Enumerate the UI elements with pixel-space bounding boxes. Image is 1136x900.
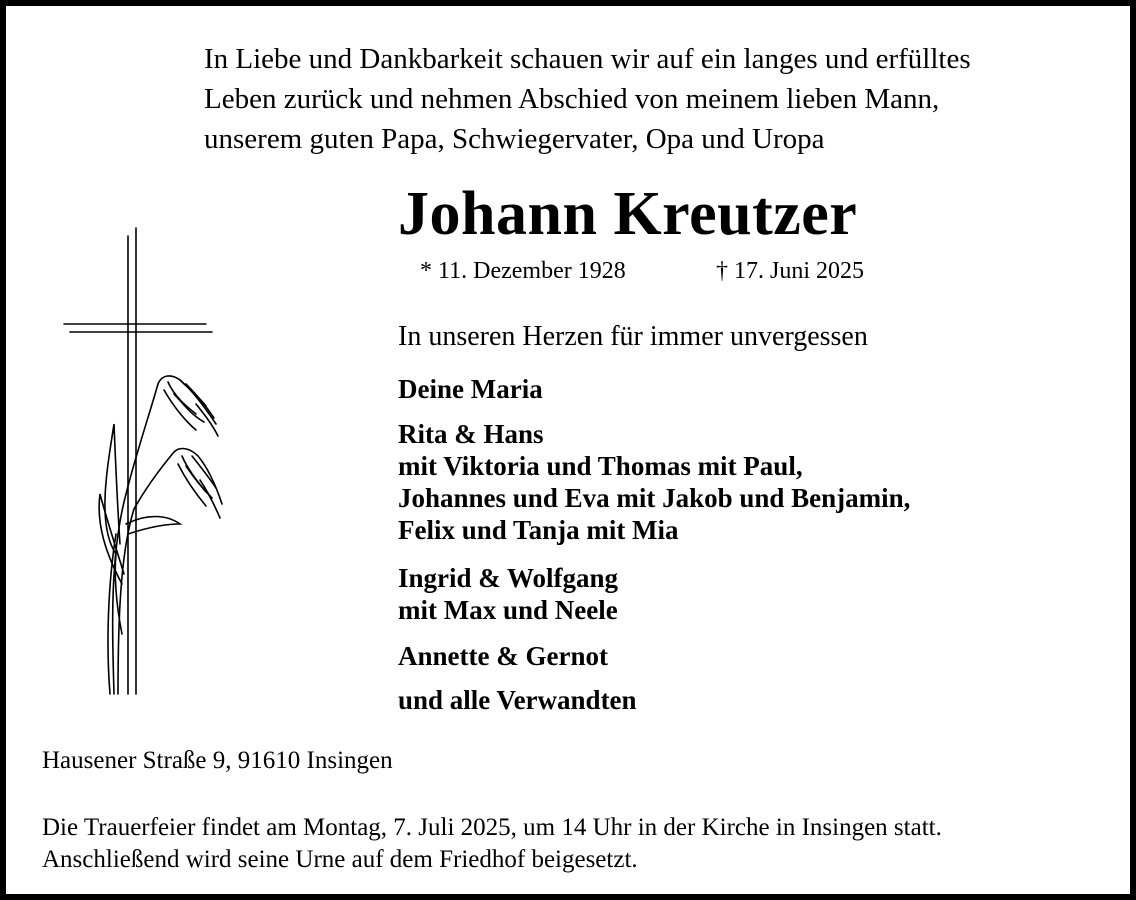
family-group <box>398 373 543 405</box>
family-line: Rita & Hans <box>398 419 544 449</box>
family-line: Deine Maria <box>398 374 543 404</box>
address: Hausener Straße 9, 91610 Insingen <box>42 747 393 774</box>
family-line: Ingrid & Wolfgang <box>398 563 619 593</box>
family-line: Annette & Gernot <box>398 641 608 671</box>
intro-line: Leben zurück und nehmen Abschied von meinem lieben Mann, <box>204 83 940 115</box>
family-group <box>398 418 910 546</box>
death-date: † 17. Juni 2025 <box>716 258 865 284</box>
funeral-service-info <box>42 812 942 876</box>
memorial-motto: In unseren Herzen für immer unvergessen <box>398 321 868 352</box>
family-line: Johannes und Eva mit Jakob und Benjamin, <box>398 483 911 513</box>
intro-line: unserem guten Papa, Schwiegervater, Opa und Uropa <box>204 123 825 155</box>
family-line: mit Max und Neele <box>398 595 618 625</box>
birth-date: * 11. Dezember 1928 <box>420 258 626 284</box>
intro-text <box>204 39 971 159</box>
cross-with-wheat-icon <box>56 224 236 704</box>
deceased-name: Johann Kreutzer <box>398 180 858 248</box>
service-line: Die Trauerfeier findet am Montag, 7. Juli 2025, um 14 Uhr in der Kirche in Insingen statt. <box>42 814 942 841</box>
intro-line: In Liebe und Dankbarkeit schauen wir auf ein langes und erfülltes <box>204 43 971 75</box>
family-group <box>398 562 618 626</box>
service-line: Anschließend wird seine Urne auf dem Friedhof beigesetzt. <box>42 846 638 873</box>
family-group <box>398 684 637 716</box>
family-line: mit Viktoria und Thomas mit Paul, <box>398 451 803 481</box>
family-line: und alle Verwandten <box>398 685 637 715</box>
family-group <box>398 640 608 672</box>
family-line: Felix und Tanja mit Mia <box>398 515 679 545</box>
